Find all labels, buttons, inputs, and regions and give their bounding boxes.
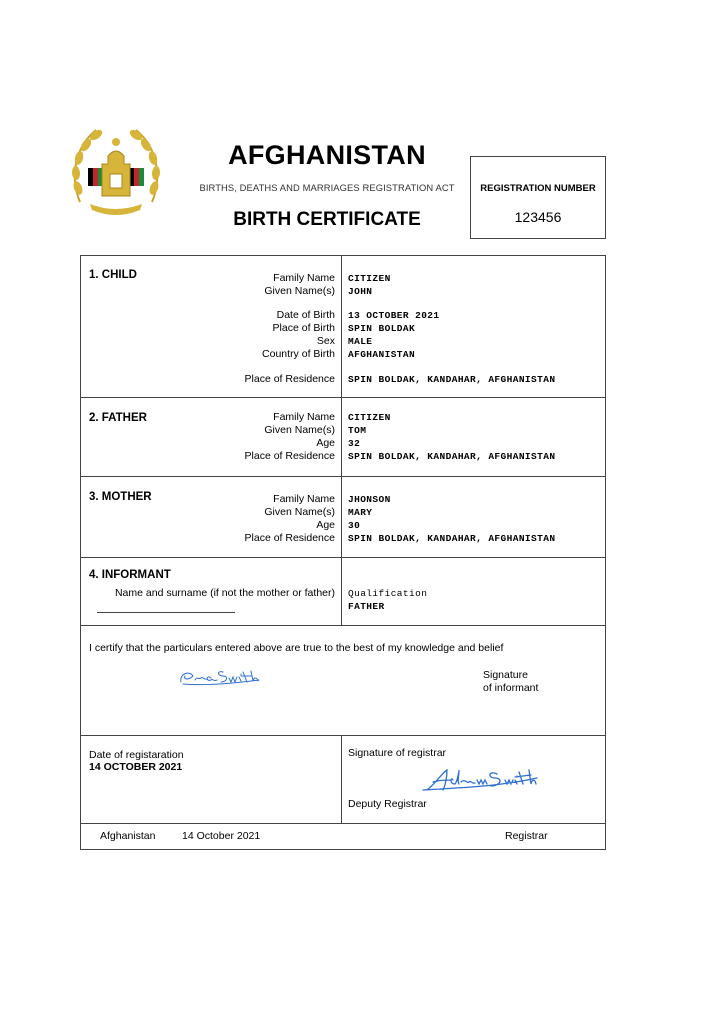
footer-section <box>81 824 605 849</box>
mother-family-name-label: Family Name <box>273 493 335 505</box>
informant-name-label: Name and surname (if not the mother or father) <box>114 587 335 599</box>
mother-given-names-value: MARY <box>348 507 373 518</box>
informant-qualification-value: FATHER <box>348 601 385 612</box>
child-given-names-value: JOHN <box>348 286 373 297</box>
child-pob-label: Place of Birth <box>272 322 335 334</box>
child-country-label: Country of Birth <box>262 348 335 360</box>
father-age-value: 32 <box>348 438 361 449</box>
mother-section <box>81 477 605 558</box>
child-country-value: AFGHANISTAN <box>348 349 416 360</box>
registration-number-label: REGISTRATION NUMBER <box>480 183 596 194</box>
mother-section-title: 3. MOTHER <box>89 491 152 503</box>
father-age-label: Age <box>316 437 335 449</box>
child-dob-value: 13 OCTOBER 2021 <box>348 310 440 321</box>
father-given-names-value: TOM <box>348 425 367 436</box>
registration-number-box <box>470 156 606 239</box>
afghanistan-emblem-icon <box>66 118 166 226</box>
footer-date: 14 October 2021 <box>182 830 261 842</box>
registrar-signature-label: Signature of registrar <box>348 747 447 759</box>
informant-section-title: 4. INFORMANT <box>89 569 171 581</box>
father-family-name-label: Family Name <box>273 411 335 423</box>
document-title: BIRTH CERTIFICATE <box>233 209 421 230</box>
registration-date-value: 14 OCTOBER 2021 <box>89 761 183 773</box>
informant-name-line <box>97 612 235 613</box>
child-residence-label: Place of Residence <box>244 373 335 385</box>
child-section-title: 1. CHILD <box>89 269 137 281</box>
father-given-names-label: Given Name(s) <box>264 424 335 436</box>
mother-residence-label: Place of Residence <box>244 532 335 544</box>
deputy-registrar-label: Deputy Registrar <box>348 798 427 810</box>
child-family-name-value: CITIZEN <box>348 273 391 284</box>
registration-section <box>81 736 605 824</box>
informant-signature <box>177 666 261 688</box>
registration-act: BIRTHS, DEATHS AND MARRIAGES REGISTRATION ACT <box>199 182 455 193</box>
child-residence-value: SPIN BOLDAK, KANDAHAR, AFGHANISTAN <box>348 374 556 385</box>
child-given-names-label: Given Name(s) <box>264 285 335 297</box>
registrar-signature <box>421 766 539 794</box>
father-family-name-value: CITIZEN <box>348 412 391 423</box>
footer-place: Afghanistan <box>100 830 156 842</box>
mother-given-names-label: Given Name(s) <box>264 506 335 518</box>
child-sex-value: MALE <box>348 336 373 347</box>
informant-signature-label-2: of informant <box>483 682 539 694</box>
child-pob-value: SPIN BOLDAK <box>348 323 416 334</box>
child-sex-label: Sex <box>316 335 335 347</box>
informant-section <box>81 558 605 626</box>
father-residence-label: Place of Residence <box>244 450 335 462</box>
mother-family-name-value: JHONSON <box>348 494 391 505</box>
country-title: AFGHANISTAN <box>228 140 426 170</box>
child-family-name-label: Family Name <box>273 272 335 284</box>
certification-statement: I certify that the particulars entered above are true to the best of my knowledge and belief <box>89 642 504 654</box>
certification-section <box>81 626 605 736</box>
certificate-form <box>80 255 606 850</box>
child-section <box>81 256 605 398</box>
mother-residence-value: SPIN BOLDAK, KANDAHAR, AFGHANISTAN <box>348 533 556 544</box>
footer-role: Registrar <box>505 830 548 842</box>
father-section-title: 2. FATHER <box>89 412 147 424</box>
informant-signature-label-1: Signature <box>483 669 528 681</box>
registration-date-label: Date of registaration <box>89 749 184 761</box>
father-residence-value: SPIN BOLDAK, KANDAHAR, AFGHANISTAN <box>348 451 556 462</box>
mother-age-value: 30 <box>348 520 361 531</box>
child-dob-label: Date of Birth <box>276 309 335 321</box>
informant-qualification-label: Qualification <box>348 588 428 599</box>
mother-age-label: Age <box>316 519 335 531</box>
registration-number-value: 123456 <box>514 209 562 225</box>
father-section <box>81 398 605 477</box>
